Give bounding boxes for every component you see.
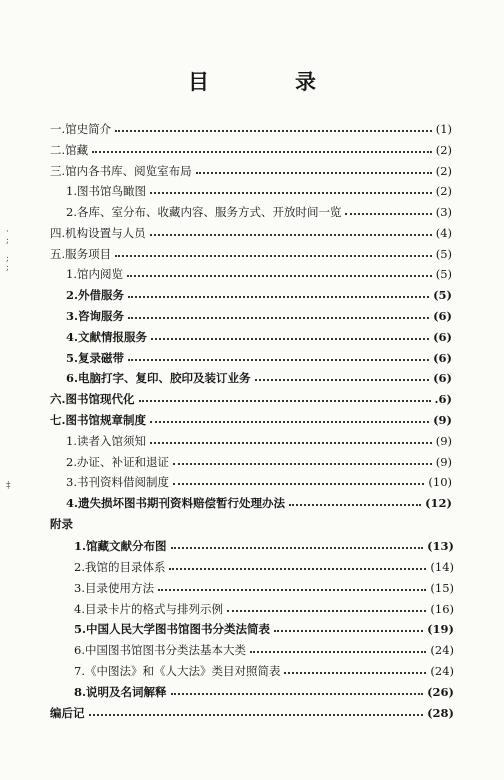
toc-entry-label: 5.复录磁带 bbox=[66, 350, 125, 365]
dot-leader bbox=[345, 212, 431, 215]
toc-entry bbox=[66, 327, 452, 346]
toc-entry bbox=[74, 619, 454, 638]
toc-entry bbox=[66, 472, 452, 491]
toc-entry-page: (24) bbox=[430, 642, 454, 657]
dot-leader bbox=[150, 420, 429, 423]
toc-entry bbox=[50, 119, 452, 138]
toc-entry bbox=[74, 557, 454, 576]
toc-entry-page: (10) bbox=[428, 474, 452, 489]
toc-entry-label: 4.目录卡片的格式与排列示例 bbox=[74, 601, 223, 616]
toc-entry bbox=[66, 202, 452, 221]
toc-entry bbox=[66, 348, 452, 367]
dot-leader bbox=[169, 567, 426, 570]
toc-entry-label: 6.中国图书馆图书分类法基本大类 bbox=[74, 642, 246, 657]
toc-entry-page: (5) bbox=[435, 266, 452, 281]
toc-entry bbox=[50, 161, 452, 180]
toc-entry-label: 4.遗失损坏图书期刊资料赔偿暂行处理办法 bbox=[66, 495, 286, 510]
toc-entry bbox=[66, 285, 452, 304]
dot-leader bbox=[128, 358, 429, 361]
dot-leader bbox=[250, 650, 426, 653]
toc-entry-page: (2) bbox=[435, 163, 452, 178]
toc-entry-label: 七.图书馆规章制度 bbox=[50, 412, 147, 427]
dot-leader bbox=[255, 378, 430, 381]
toc-entry-label: 五.服务项目 bbox=[50, 246, 112, 261]
toc-entry-label: 4.文献情报服务 bbox=[66, 329, 148, 344]
page-title bbox=[0, 66, 504, 96]
toc-entry-label: 2.我馆的目录体系 bbox=[74, 559, 166, 574]
toc-entry-page: (9) bbox=[435, 433, 452, 448]
dot-leader bbox=[127, 274, 432, 277]
toc-entry-label: 2.办证、补证和退证 bbox=[66, 454, 169, 469]
toc-entry-label: 3.书刊资料借阅制度 bbox=[66, 474, 169, 489]
dot-leader bbox=[92, 150, 432, 153]
toc-entry-page: (5) bbox=[433, 287, 452, 302]
dot-leader bbox=[150, 191, 432, 194]
toc-entry-page: (13) bbox=[427, 538, 454, 553]
toc-entry-page: (6) bbox=[433, 370, 452, 385]
toc-entry-page: (24) bbox=[430, 663, 454, 678]
toc-entry-label: 一.馆史简介 bbox=[50, 121, 112, 136]
toc-entry-page: (15) bbox=[430, 580, 454, 595]
title-char-1: 目 bbox=[188, 69, 209, 94]
toc-entry-page: (9) bbox=[433, 412, 452, 427]
dot-leader bbox=[289, 503, 421, 506]
margin-mark: ‡ bbox=[6, 481, 11, 491]
dot-leader bbox=[227, 609, 426, 612]
toc-entry bbox=[74, 682, 454, 701]
toc-entry-page: (19) bbox=[427, 621, 454, 636]
toc-entry-page: (6) bbox=[433, 350, 452, 365]
toc-entry-page: (1) bbox=[435, 121, 452, 136]
toc-entry bbox=[50, 410, 452, 429]
toc-entry bbox=[50, 514, 73, 533]
toc-entry bbox=[66, 493, 452, 512]
toc-entry-label: 六.图书馆现代化 bbox=[50, 391, 135, 406]
dot-leader bbox=[89, 713, 424, 716]
dot-leader bbox=[128, 316, 429, 319]
title-char-2: 录 bbox=[295, 69, 316, 94]
toc-entry bbox=[66, 368, 452, 387]
toc-entry-label: 三.馆内各书库、阅览室布局 bbox=[50, 163, 192, 178]
toc-entry-page: (9) bbox=[435, 454, 452, 469]
toc-entry bbox=[66, 181, 452, 200]
toc-entry bbox=[50, 703, 454, 722]
dot-leader bbox=[115, 129, 432, 132]
dot-leader bbox=[158, 588, 426, 591]
toc-entry bbox=[74, 661, 454, 680]
toc-entry-label: 四.机构设置与人员 bbox=[50, 225, 146, 240]
toc-entry-label: 2.各库、室分布、收藏内容、服务方式、开放时间一览 bbox=[66, 204, 342, 219]
toc-entry-label: 3.咨询服务 bbox=[66, 308, 125, 323]
toc-entry bbox=[74, 536, 454, 555]
toc-entry-label: 6.电脑打字、复印、胶印及装订业务 bbox=[66, 370, 251, 385]
toc-entry-label: 编后记 bbox=[50, 705, 85, 720]
toc-entry-page: (3) bbox=[435, 204, 452, 219]
toc-entry-page: (5) bbox=[435, 246, 452, 261]
toc-entry bbox=[74, 578, 454, 597]
toc-entry-label: 8.说明及名词解释 bbox=[74, 684, 167, 699]
toc-entry-label: 3.目录使用方法 bbox=[74, 580, 154, 595]
dot-leader bbox=[139, 399, 431, 402]
toc-entry-label: 1.馆藏文献分布图 bbox=[74, 538, 167, 553]
dot-leader bbox=[151, 337, 429, 340]
dot-leader bbox=[150, 441, 432, 444]
toc-entry-label: 1.读者入馆须知 bbox=[66, 433, 146, 448]
toc-entry-page: (26) bbox=[427, 684, 454, 699]
dot-leader bbox=[171, 546, 424, 549]
toc-entry bbox=[50, 140, 452, 159]
toc-entry-label: 1.图书馆鸟瞰图 bbox=[66, 183, 146, 198]
toc-entry-page: (4) bbox=[435, 225, 452, 240]
toc-entry-page: (28) bbox=[427, 705, 454, 720]
toc-entry bbox=[50, 389, 452, 408]
toc-entry-label: 二.馆藏 bbox=[50, 142, 89, 157]
toc-entry bbox=[50, 223, 452, 242]
toc-entry-label: 7.《中图法》和《人大法》类目对照简表 bbox=[74, 663, 281, 678]
dot-leader bbox=[171, 692, 424, 695]
toc-entry-page: (2) bbox=[435, 142, 452, 157]
dot-leader bbox=[173, 482, 424, 485]
toc-entry-page: (6) bbox=[433, 308, 452, 323]
toc-entry bbox=[74, 599, 454, 618]
margin-marks: · ; ; ; bbox=[6, 227, 10, 273]
toc-entry bbox=[66, 431, 452, 450]
toc-entry bbox=[66, 306, 452, 325]
toc-entry-page: .6) bbox=[434, 391, 452, 406]
toc-entry-page: (12) bbox=[425, 495, 452, 510]
toc-entry-page: (14) bbox=[430, 559, 454, 574]
toc-entry-page: (16) bbox=[430, 601, 454, 616]
dot-leader bbox=[173, 462, 432, 465]
dot-leader bbox=[115, 254, 432, 257]
toc-entry bbox=[66, 452, 452, 471]
toc-entry-label: 5.中国人民大学图书馆图书分类法简表 bbox=[74, 621, 271, 636]
dot-leader bbox=[284, 671, 426, 674]
toc-entry bbox=[66, 264, 452, 283]
dot-leader bbox=[274, 629, 423, 632]
toc-entry-label: 附录 bbox=[50, 516, 73, 531]
toc-entry-page: (6) bbox=[433, 329, 452, 344]
toc-entry-page: (2) bbox=[435, 183, 452, 198]
toc-entry-label: 1.馆内阅览 bbox=[66, 266, 123, 281]
toc-entry bbox=[50, 244, 452, 263]
dot-leader bbox=[196, 171, 432, 174]
toc-entry bbox=[74, 640, 454, 659]
dot-leader bbox=[128, 295, 429, 298]
dot-leader bbox=[150, 233, 432, 236]
toc-entry-label: 2.外借服务 bbox=[66, 287, 125, 302]
